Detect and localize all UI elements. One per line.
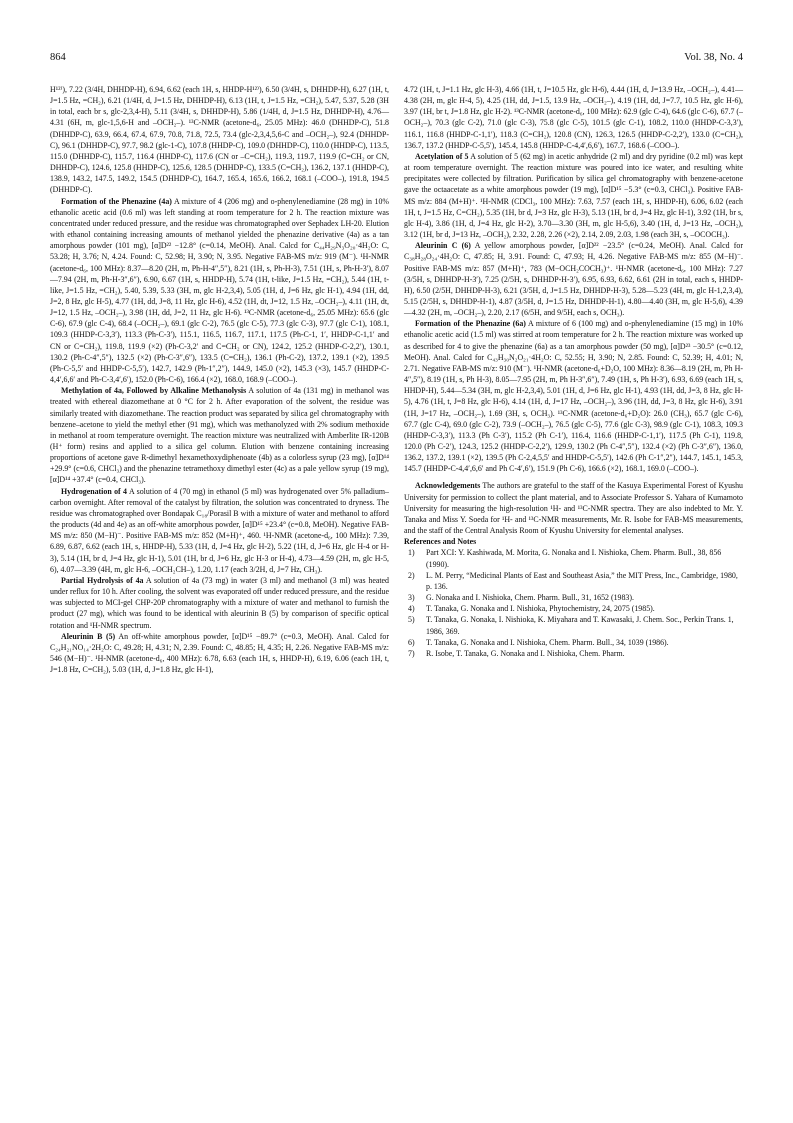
references-title: References and Notes bbox=[404, 537, 477, 547]
section-heading: Methylation of 4a, Followed by Alkaline Methanolysis bbox=[61, 386, 247, 396]
reference-item: 5) T. Tanaka, G. Nonaka, I. Nishioka, K. Miyahara and T. Kawasaki, J. Chem. Soc., Perkin Trans. 1, 1986, 369. bbox=[408, 615, 734, 636]
paragraph: Aleurinin B (5) An off-white amorphous powder, [α]D¹⁵ −89.7° (c=0.3, MeOH). Anal. Calcd for C₂₄H₂₁NO₁₄·2H₂O: C, 49.28; H, 4.31; N, 2.39. Found: C, 48.85; H, 4.35; H, 2.26. Negative FAB-MS m/z: 546 (M−H)⁻. ¹H-NMR (acetone-d₆, 400 MHz): 6.78, 6.63 (each 1H, s, HHDP-H), 6.19, 6.06 (each 1H, t, J=1.8 Hz, C=CH₂), 5.03 (1H, d, J=1.8 Hz, glc H-1), bbox=[50, 631, 389, 675]
section-heading: Acetylation of 5 bbox=[415, 151, 469, 161]
references-list bbox=[404, 547, 743, 659]
volume-issue: Vol. 38, No. 4 bbox=[684, 52, 743, 63]
section-heading: Formation of the Phenazine (6a) bbox=[415, 319, 526, 329]
paragraph: Acetylation of 5 A solution of 5 (62 mg) in acetic anhydride (2 ml) and dry pyridine (0.2 ml) was kept at room temperature overnight. The reaction mixture was poured into ice water, and resulting white precipitates were collected by filtration. Purification by silica gel chromatography with benzene-acetone gave the octaacetate as a white amorphous powder (19 mg), [α]D¹⁵ −5.3° (c=0.3, CHCl₃). Positive FAB-MS m/z: 884 (M+H)⁺. ¹H-NMR (CDCl₃, 100 MHz): 7.63, 7.57 (each 1H, s, HHDP-H), 6.06, 6.02 (each 1H, t, J=1.5 Hz, C=CH₂), 5.35 (1H, br d, J=3 Hz, glc H-3), 5.13 (1H, br d, J=4 Hz, glc H-1), 3.92 (1H, br s, glc H-4), 3.86 (1H, d, J=4 Hz, glc H-2), 3.70—3.30 (3H, m, glc H-5,6), 3.40 (1H, d, J=13 Hz, –OCH₂), 3.12 (1H, br d, J=13 Hz, –OCH₂), 2.32, 2.28, 2.26 (×2), 2.14, 2.09, 2.03, 1.98 (each 3H, s, –OCOCH₃). bbox=[404, 151, 743, 240]
reference-item: 6) T. Tanaka, G. Nonaka and I. Nishioka, Chem. Pharm. Bull., 34, 1039 (1986). bbox=[408, 637, 669, 647]
section-heading: Aleurinin C (6) bbox=[415, 241, 471, 251]
reference-item: 2) L. M. Perry, “Medicinal Plants of East and Southeast Asia,” the MIT Press, Inc., Cambridge, 1980, p. 136. bbox=[408, 570, 738, 591]
paragraph: 4.72 (1H, t, J=1.1 Hz, glc H-3), 4.66 (1H, t, J=10.5 Hz, glc H-6), 4.44 (1H, d, J=13.9 Hz, –OCH₂–), 4.41—4.38 (2H, m, glc H-4, 5), 4.25 (1H, dd, J=1.5, 13.9 Hz, –OCH₂–), 4.19 (1H, dd, J=7.7, 10.5 Hz, glc H-6), 3.97 (1H, br t, J=1.8 Hz, glc H-2). ¹³C-NMR (acetone-d₆, 100 MHz): 62.9 (glc C-4), 64.6 (glc C-6), 67.7 (–OCH₂–), 70.3 (glc C-2), 71.0 (glc C-3), 75.8 (glc C-5), 101.5 (glc C-1), 108.2, 110.0 (HHDP-C-3,3′), 116.1, 116.8 (HHDP-C-1,1′), 118.3 (C=CH₂), 120.8 (CN), 126.3, 126.5 (HHDP-C-2,2′), 133.0 (C=CH₂), 136.7, 137.2 (HHDP-C-5,5′), 145.4, 145.8 (HHDP-C-4,4′,6,6′), 167.7, 168.6 (–COO–). bbox=[404, 85, 743, 150]
page-header bbox=[50, 52, 743, 66]
section-heading: Partial Hydrolysis of 4a bbox=[61, 575, 144, 585]
reference-item: 3) G. Nonaka and I. Nishioka, Chem. Pharm. Bull., 31, 1652 (1983). bbox=[408, 593, 634, 603]
paragraph: Aleurinin C (6) A yellow amorphous powder, [α]D²² −23.5° (c=0.24, MeOH). Anal. Calcd for C₃₈H₂₈O₂₄·4H₂O: C, 47.85; H, 3.91. Found: C, 47.93; H, 4.26. Negative FAB-MS m/z: 855 (M−H)⁻. Positive FAB-MS m/z: 857 (M+H)⁺, 783 (M−OCH₂COCH₃)⁺. ¹H-NMR (acetone-d₆, 100 MHz): 7.27 (3/5H, s, DHHDP-H-3′), 7.25 (2/5H, s, DHHDP-H-3′), 6.95, 6.93, 6.62, 6.61 (2H in total, each s, HHDP-H), 6.50 (2/5H, DHHDP-H-3), 6.21 (3/5H, d, J=1.5 Hz, DHHDP-H-3), 5.28—5.23 (4H, m, glc H-1,2,3,4), 5.15 (2/5H, s, DHHDP-H-1), 4.87 (3/5H, d, J=1.5 Hz, DHHDP-H-1), 4.80—4.40 (3H, m, glc H-5,6), 4.39—4.32 (2H, m, –OCH₂–), 2.20, 2.17 (6/5H, and 9/5H, each s, OCH₃). bbox=[404, 241, 743, 318]
section-heading: Formation of the Phenazine (4a) bbox=[61, 196, 172, 206]
section-heading: Acknowledgements bbox=[415, 481, 481, 491]
acknowledgements: Acknowledgements The authors are grateful to the staff of the Kasuya Experimental Forest of Kyushu University for permission to collect the plant material, and to Associate Professor S. Yahara of Kumamoto University for measuring the high-resolution ¹H- and ¹³C-NMR spectra. They are also indebted to Mr. Y. Tanaka and Miss Y. Soeda for ¹H- and ¹³C-NMR measurements, Mr. R. Isobe for FAB-MS measurements, and the staff of the Central Analysis Room of Kyushu University for elemental analyses. bbox=[404, 481, 743, 536]
left-column bbox=[50, 84, 389, 675]
paragraph: Hydrogenation of 4 A solution of 4 (70 mg) in ethanol (5 ml) was hydrogenated over 5% palladium–carbon overnight. After removal of the catalyst by filtration, the solution was concentrated to dryness. The residue was chromatographed over Bondapak C₁₈/Porasil B with a mixture of water and methanol to afford the products (4d and 4e) as an off-white amorphous powder, [α]D¹⁵ +23.4° (c=0.8, MeOH). Negative FAB-MS m/z: 850 (M−H)⁻. Positive FAB-MS m/z: 852 (M+H)⁺, 460. ¹H-NMR (acetone-d₆, 100 MHz): 7.39, 6.89, 6.87, 6.62 (each 1H, s, HHDP-H), 5.33 (1H, d, J=4 Hz, glc H-2), 5.22 (1H, d, J=6 Hz, glc H-4 or H-3), 5.14 (1H, br d, J=4 Hz, glc H-1), 5.01 (1H, br d, J=6 Hz, glc H-3 or H-4), 4.73—4.59 (2H, m, glc H-5, 6), 4.07—3.39 (4H, m, glc H-6, –OCH₂CH–), 1.20, 1.17 (each 3/2H, d, J=7 Hz, CH₃). bbox=[50, 486, 389, 574]
paragraph: Methylation of 4a, Followed by Alkaline Methanolysis A solution of 4a (131 mg) in methanol was treated with ethereal diazomethane at 0 °C for 2 h. After evaporation of the solvent, the residue was similarly treated with diazomethane. The reaction product was separated by silica gel chromatography with benzene–acetone to yield the methyl ether (91 mg), which was methanolyzed with 2% sodium methoxide in methanol at room temperature overnight. The reaction mixture was neutralized with Amberlite IR-120B (H⁺ form) resins and applied to a silica gel column. Elution with benzene containing increasing proportions of acetone gave R-dimethyl hexamethoxydiphenoate (4b) as a colorless syrup (23 mg), [α]D¹⁴ +29.9° (c=0.6, CHCl₃) and the phenazine tetramethoxy dimethyl ester (4c) as a pale yellow syrup (19 mg), [α]D¹⁴ +37.4° (c=0.4, CHCl₃). bbox=[50, 386, 389, 485]
reference-item: 7) R. Isobe, T. Tanaka, G. Nonaka and I. Nishioka, Chem. Pharm. bbox=[408, 648, 625, 658]
paragraph: Partial Hydrolysis of 4a A solution of 4a (73 mg) in water (3 ml) and methanol (3 ml) was heated under reflux for 10 h. After cooling, the solvent was evaporated off under reduced pressure, and the residue was subjected to MCI-gel CHP-20P chromatography with a mixture of water and methanol to furnish the product (27 mg), which was found to be identical with aleurinin B (5) by comparison of specific optical rotation and ¹H-NMR spectrum. bbox=[50, 575, 389, 630]
page-number: 864 bbox=[50, 52, 66, 63]
reference-item: 1) Part XCI: Y. Kashiwada, M. Morita, G. Nonaka and I. Nishioka, Chem. Pharm. Bull., 38, 856 (1990). bbox=[408, 548, 722, 569]
paragraph: H¹²⁾), 7.22 (3/4H, DHHDP-H), 6.94, 6.62 (each 1H, s, HHDP-H¹²⁾), 6.50 (3/4H, s, DHHDP-H), 6.27 (1H, t, J=1.5 Hz, =CH₂), 6.21 (1/4H, d, J=1.5 Hz, DHHDP-H), 6.13 (1H, t, J=1.5 Hz, =CH₂), 5.47, 5.37, 5.28 (3H in total, each br s, glc-2,3,4-H), 5.11 (3/4H, s, DHHDP-H), 5.86 (1/4H, d, J=1.5 Hz, DHHDP-H), 4.76—4.31 (6H, m, glc-1,5,6-H and –OCH₂–). ¹³C-NMR (acetone-d₆, 25.05 MHz): 46.0 (DHHDP-C), 51.8 (DHHDP-C), 63.9, 66.4, 67.4, 67.9, 70.8, 71.8, 72.5, 73.4 (glc-2,3,4,5,6-C and –OCH₂–), 92.4 (DHHDP-C), 96.1 (DHHDP-C), 97.7, 98.2 (glc-1-C), 107.8 (HHDP-C), 109.0 (DHHDP-C), 110.0 (HHDP-C), 113.5, 115.0 (DHHDP-C), 115.7, 116.4 (HHDP-C), 117.6 (CN or –C=CH₂), 119.3, 119.7, 119.9 (C=CH₂ or CN, DHHDP-C), 124.6, 125.8 (HHDP-C), 125.6, 128.5 (DHHDP-C), 133.5 (C=CH₂), 136.2, 137.1 (HHDP-C), 138.9, 143.2, 147.5, 149.2, 154.5 (DHHDP-C), 164.7, 165.4, 165.6, 166.2, 168.1 (–COO–), 191.8, 194.5 (DHHDP-C). bbox=[50, 85, 389, 195]
section-heading: Aleurinin B (5) bbox=[61, 631, 116, 641]
paragraph: Formation of the Phenazine (6a) A mixture of 6 (100 mg) and o-phenylenediamine (15 mg) in 10% ethanolic acetic acid (1.5 ml) was stirred at room temperature for 2 h. The reaction mixture was worked up as described for 4 to give the phenazine (6a) as a tan amorphous powder (50 mg), [α]D²³ −30.5° (c=0.12, MeOH). Anal. Calcd for C₄₃H₃₀N₂O₂₁·4H₂O: C, 52.55; H, 3.90; N, 2.85. Found: C, 52.39; H, 4.01; N, 2.71. Negative FAB-MS m/z: 910 (M⁻). ¹H-NMR (acetone-d₆+D₂O, 100 MHz): 8.36—8.19 (2H, m, Ph H-4″,5″), 8.19 (1H, s, Ph H-3), 8.05—7.95 (2H, m, Ph H-3″,6″), 7.49 (1H, s, Ph H-3′), 6.93, 6.69 (each 1H, s, HHDP-H), 5.44—5.34 (3H, m, glc H-2,3,4), 5.01 (1H, d, J=6 Hz, glc H-1), 4.93 (1H, dd, J=3, 8 Hz, glc H-5), 4.76 (1H, t, J=8 Hz, glc H-6), 4.14 (1H, d, J=17 Hz, –OCH₂–), 3.96 (1H, dd, J=3, 8 Hz, glc H-6), 3.91 (1H, J=17 Hz, –OCH₂–), 1.69 (3H, s, OCH₃). ¹³C-NMR (acetone-d₆+D₂O): 26.0 (CH₃), 65.7 (glc C-6), 67.7 (glc C-4), 69.0 (glc C-2), 73.9 (–OCH₂–), 76.5 (glc C-5), 77.6 (glc C-3), 98.9 (glc C-1), 108.3, 109.3 (HHDP-C-3,3′), 113.3 (Ph C-3′), 115.2 (Ph C-1′), 116.4, 116.6 (HHDP-C-1,1′), 117.5 (Ph C-1), 119.8, 120.0 (Ph C-2′), 124.3, 125.2 (HHDP-C-2,2′), 129.9, 130.2 (Ph C-4″,5″), 132.4 (×2) (Ph C-3″,6″), 136.0, 136.2, 137.2, 139.1 (×2), 139.5 (Ph C-2,4,5,5′ and HHDP-C-5,5′), 142.6 (Ph C-1″,2″), 144.7, 145.1, 145.3, 145.7 (HHDP-C-4,4′,6,6′ and Ph C-4′,6′), 151.9 (Ph C-6), 166.6 (×2), 168.1, 169.0 (–COO–). bbox=[404, 319, 743, 474]
reference-item: 4) T. Tanaka, G. Nonaka and I. Nishioka, Phytochemistry, 24, 2075 (1985). bbox=[408, 604, 655, 614]
section-heading: Hydrogenation of 4 bbox=[61, 486, 128, 496]
right-column bbox=[404, 84, 743, 659]
paragraph: Formation of the Phenazine (4a) A mixture of 4 (206 mg) and o-phenylenediamine (28 mg) in 10% ethanolic acetic acid (0.6 ml) was left standing at room temperature for 2 h. The reaction mixture was concentrated under reduced pressure, and the residue was chromatographed over Sephadex LH-20. Elution with ethanol containing increasing amounts of methanol yielded the phenazine derivative (4a) as a tan amorphous powder (101 mg), [α]D²² −12.8° (c=0.14, MeOH). Anal. Calcd for C₄₄H₂₉N₃O₂₀·4H₂O: C, 53.28; H, 3.76; N, 4.24. Found: C, 52.98; H, 3.90; N, 3.95. Negative FAB-MS m/z: 919 (M⁻). ¹H-NMR (acetone-d₆, 100 MHz): 8.37—8.20 (2H, m, Ph-H-4″,5″), 8.21 (1H, s, Ph-H-3), 7.51 (1H, s, Ph-H-3′), 8.07—7.94 (2H, m, Ph-H-3″,6″), 6.90, 6.67 (1H, s, HHDP-H), 5.74 (1H, t-like, J=1.5 Hz, =CH₂), 5.44 (1H, t-like, J=1.5 Hz, =CH₂), 5.40, 5.39, 5.33 (3H, m, glc H-2,3,4), 5.05 (1H, d, J=6 Hz, glc H-1), 4.94 (1H, dd, J=2, 8 Hz, glc H-5), 4.77 (1H, dd, J=8, 11 Hz, glc H-6), 4.52 (1H, dt, J=12, 1.5 Hz, –OCH₂–), 4.11 (1H, dt, J=12, 1.5 Hz, –OCH₂–), 3.98 (1H, dd, J=2, 11 Hz, glc H-6). ¹³C-NMR (acetone-d₆, 25.05 MHz): 65.6 (glc C-6), 67.9 (glc C-4), 68.4 (–OCH₂–), 69.1 (glc C-2), 76.5 (glc C-5), 77.3 (glc C-3), 97.7 (glc C-1), 108.1, 109.3 (HHDP-C-3,3′), 113.3 (Ph-C-3′), 115.1, 116.5, 116.7, 117.1, 117.5 (Ph-C-1, 1′, HHDP-C-1,1′ and CN or C=CH₂), 119.8, 119.9 (×2) (Ph-C-3,2′ and C=CH₂ or CN), 124.2, 125.2 (HHDP-C-2,2′), 130.1, 130.2 (Ph-C-4″,5″), 132.5 (×2) (Ph-C-3″,6″), 133.5 (C=CH₂), 136.1 (Ph-C-2), 137.2, 139.1 (×2), 139.5 (Ph-C-5,5′ and HHDP-C-5,5′), 142.7, 142.9 (Ph-1″,2″), 144.9, 145.0 (×2), 145.3 (×3), 145.7 (HHDP-C-4,4′,6,6′ and Ph-C-3,4′,6′), 152.0 (Ph-C-6), 166.4 (×2), 168.0, 168.9 (–COO–). bbox=[50, 196, 389, 385]
